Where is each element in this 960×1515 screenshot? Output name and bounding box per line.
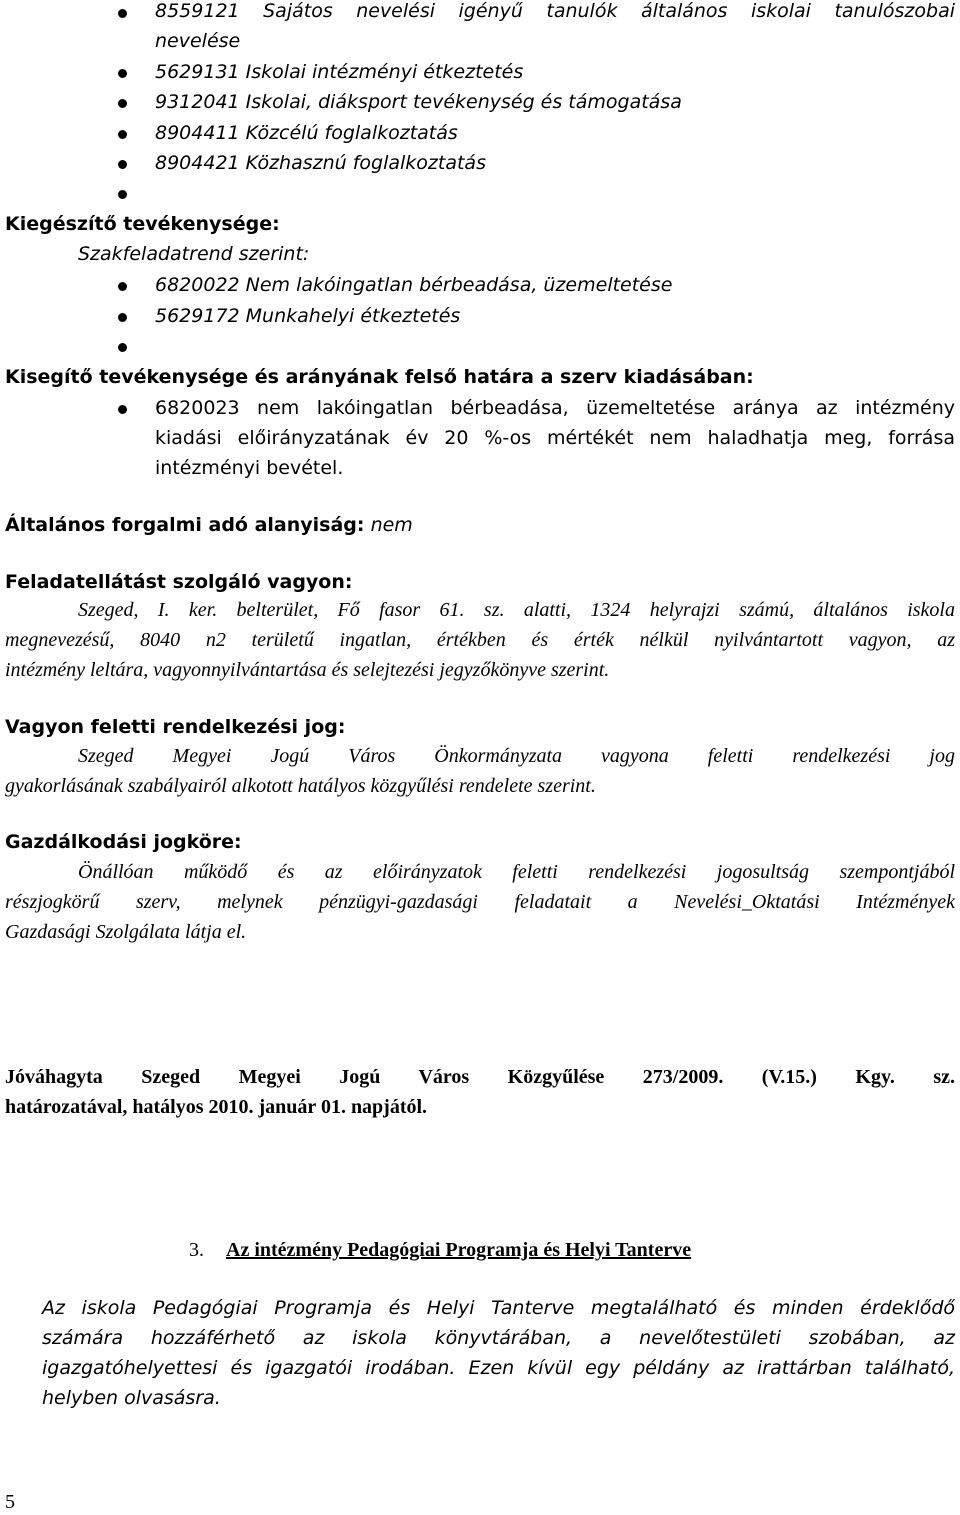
section-heading-kiegeszito: Kiegészítő tevékenysége: (5, 213, 280, 235)
list-item: 5629172 Munkahelyi étkeztetés (155, 305, 461, 327)
vagyon-line: megnevezésű, 8040 n2 területű ingatlan, értékben és érték nélkül nyilvántartott vagyon, az (5, 629, 955, 651)
bullet-icon (118, 9, 127, 18)
bullet-icon (118, 282, 127, 291)
section-heading-vagyon: Feladatellátást szolgáló vagyon: (5, 571, 353, 593)
section3-line: igazgatóhelyettesi és igazgatói irodában. Ezen kívül egy példány az irattárban található, (42, 1357, 955, 1379)
gazdalkodasi-line: részjogkörű szerv, melynek pénzügyi-gazdasági feladatait a Nevelési_Oktatási Intézmények (5, 891, 955, 913)
section-heading-gazdalkodasi: Gazdálkodási jogköre: (5, 831, 242, 853)
section-title: Az intézmény Pedagógiai Programja és Helyi Tanterve (226, 1239, 692, 1261)
gazdalkodasi-line: Önállóan működő és az előirányzatok feletti rendelkezési jogosultság szempontjából (78, 861, 955, 883)
afa-value: nem (370, 514, 413, 536)
bullet-icon (118, 405, 127, 414)
section3-line: Az iskola Pedagógiai Programja és Helyi Tanterve megtalálható és minden érdeklődő (42, 1297, 955, 1319)
section-heading-rendelkezesi: Vagyon feletti rendelkezési jog: (5, 716, 346, 738)
page-number: 5 (5, 1491, 15, 1513)
section-heading-kisegito: Kisegítő tevékenysége és arányának felső határa a szerv kiadásában: (5, 366, 754, 388)
list-item: 8559121 Sajátos nevelési igényű tanulók általános iskolai tanulószobai (155, 0, 955, 22)
bullet-icon (118, 99, 127, 108)
rendelkezesi-line: Szeged Megyei Jogú Város Önkormányzata vagyona feletti rendelkezési jog (78, 745, 955, 767)
list-item: 6820022 Nem lakóingatlan bérbeadása, üzemeltetése (155, 274, 673, 296)
section3-line: számára hozzáférhető az iskola könyvtárában, a nevelőtestületi szobában, az (42, 1327, 955, 1349)
rendelkezesi-line: gyakorlásának szabályairól alkotott hatályos közgyűlési rendelete szerint. (5, 775, 596, 797)
bullet-icon (118, 160, 127, 169)
list-item: 5629131 Iskolai intézményi étkeztetés (155, 61, 524, 83)
bullet-icon (118, 343, 127, 352)
approval-line: határozatával, hatályos 2010. január 01. napjától. (5, 1096, 428, 1118)
list-item-line: 6820023 nem lakóingatlan bérbeadása, üzemeltetése aránya az intézmény (155, 397, 955, 419)
vagyon-line: Szeged, I. ker. belterület, Fő fasor 61. sz. alatti, 1324 helyrajzi számú, általános iskola (78, 599, 955, 621)
list-item-line: kiadási előirányzatának év 20 %-os mértékét nem haladhatja meg, forrása (155, 427, 955, 449)
list-item: 8904421 Közhasznú foglalkoztatás (155, 152, 486, 174)
section-number: 3. (189, 1239, 204, 1261)
gazdalkodasi-line: Gazdasági Szolgálata látja el. (5, 921, 247, 943)
bullet-icon (118, 190, 127, 199)
afa-line (5, 514, 413, 536)
bullet-icon (118, 69, 127, 78)
vagyon-line: intézmény leltára, vagyonnyilvántartása és selejtezési jegyzőkönyve szerint. (5, 659, 610, 681)
list-item-continuation: nevelése (155, 30, 241, 52)
bullet-icon (118, 130, 127, 139)
list-item: 8904411 Közcélú foglalkoztatás (155, 122, 458, 144)
section3-line: helyben olvasásra. (42, 1387, 221, 1409)
bullet-icon (118, 313, 127, 322)
afa-label: Általános forgalmi adó alanyiság: (5, 514, 365, 536)
list-item-line: intézményi bevétel. (155, 457, 344, 479)
approval-line: Jóváhagyta Szeged Megyei Jogú Város Közgyűlése 273/2009. (V.15.) Kgy. sz. (5, 1066, 955, 1088)
list-item: 9312041 Iskolai, diáksport tevékenység és támogatása (155, 91, 682, 113)
subheading-szakfeladatrend: Szakfeladatrend szerint: (78, 243, 310, 265)
